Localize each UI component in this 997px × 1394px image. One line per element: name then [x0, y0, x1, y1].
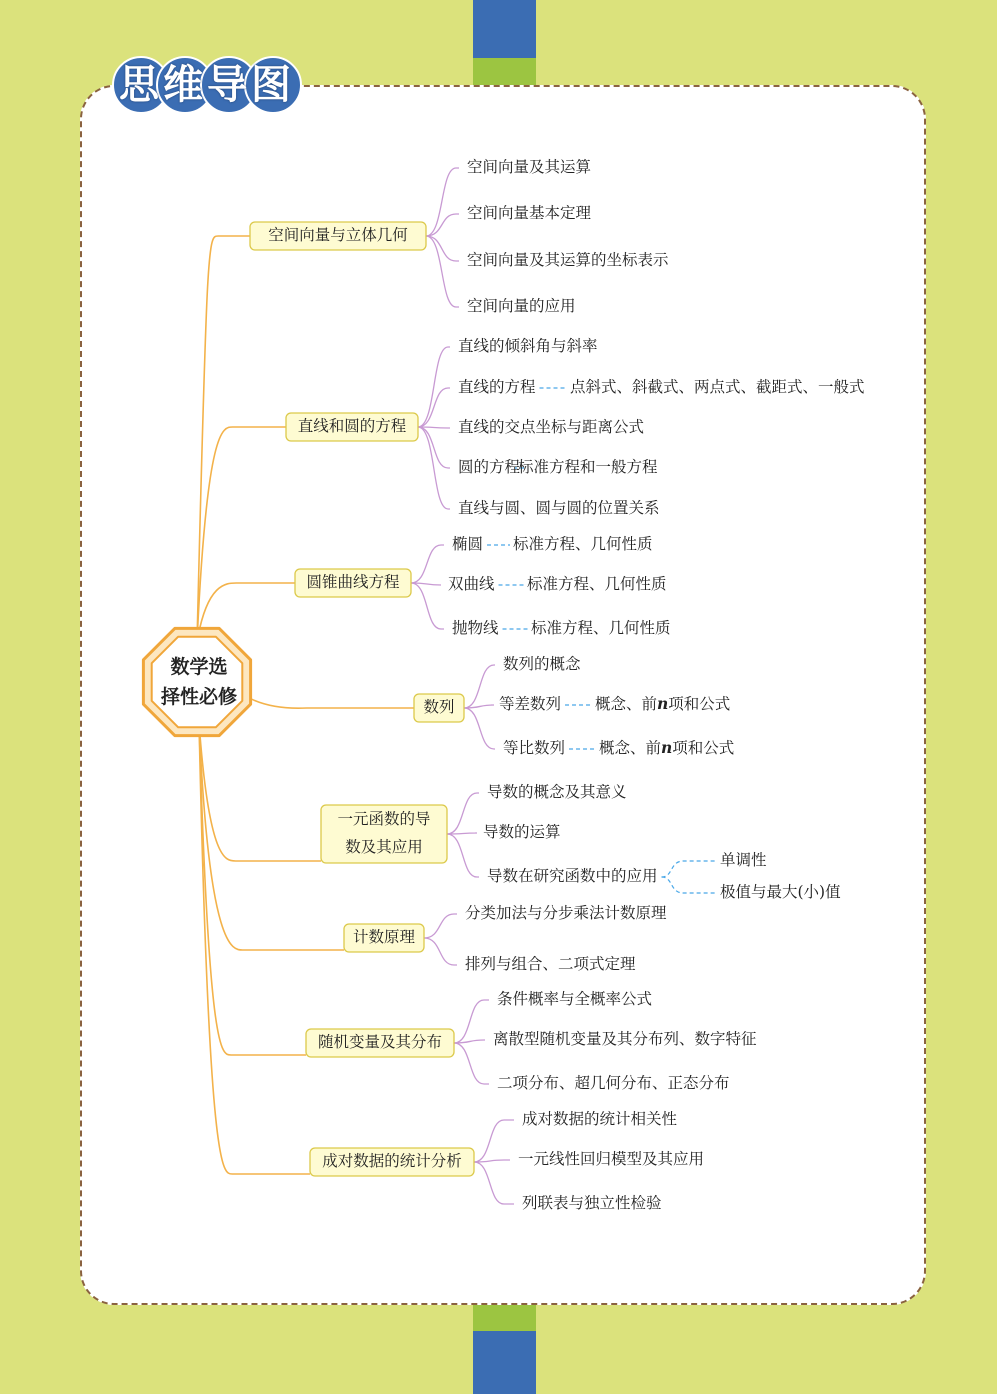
- badge-title: 思维导图: [119, 62, 295, 108]
- leaf-item: [448, 575, 667, 593]
- leaf-connector: [474, 1162, 514, 1204]
- branch-8: [310, 1110, 704, 1212]
- leaf-item: [458, 499, 660, 517]
- leaf-connector: [426, 236, 459, 307]
- leaf-item: [483, 823, 561, 841]
- leaf-item: [522, 1110, 678, 1128]
- leaf-label: 成对数据的统计相关性: [522, 1110, 678, 1128]
- leaf-label: 二项分布、超几何分布、正态分布: [497, 1074, 730, 1092]
- leaf-item: [467, 297, 576, 315]
- leaf-connector: [426, 236, 459, 261]
- branch-connector: [199, 722, 306, 1055]
- leaf-label: 双曲线: [448, 575, 495, 593]
- leaf-item: [452, 619, 671, 637]
- leaf-label: 列联表与独立性检验: [522, 1194, 662, 1212]
- topic-label: 一元函数的导: [337, 810, 431, 828]
- leaf-connector: [418, 388, 450, 427]
- leaf-connector: [411, 545, 444, 583]
- leaf-label: 空间向量的应用: [467, 297, 576, 315]
- leaf-label: 分类加法与分步乘法计数原理: [465, 904, 667, 922]
- leaf-detail: 点斜式、斜截式、两点式、截距式、一般式: [570, 378, 865, 396]
- branch-connector: [197, 236, 250, 642]
- leaf-label: 空间向量及其运算: [467, 158, 592, 176]
- leaf-connector: [464, 708, 495, 749]
- leaf-connector: [424, 914, 457, 938]
- leaf-detail: 标准方程、几何性质: [513, 535, 653, 553]
- leaf-connector: [454, 1043, 489, 1084]
- leaf-label: 直线的方程: [458, 378, 536, 396]
- leaf-item: [467, 250, 669, 269]
- leaf-connector: [426, 214, 459, 236]
- leaf-label: 抛物线: [452, 619, 499, 637]
- leaf-label: 排列与组合、二项式定理: [465, 955, 636, 973]
- root-label: 数学选: [170, 656, 228, 678]
- leaf-detail: 标准方程、几何性质: [531, 619, 671, 637]
- leaf-detail: 标准方程、几何性质: [527, 575, 667, 593]
- branch-2: [286, 337, 865, 517]
- leaf-item: [458, 337, 598, 355]
- leaf-item: [497, 990, 652, 1008]
- leaf-item: [458, 418, 644, 436]
- topic-label: 计数原理: [352, 928, 416, 946]
- leaf-item: [518, 1149, 704, 1168]
- branch-4: [414, 655, 734, 757]
- leaf-label: 导数在研究函数中的应用: [487, 867, 658, 885]
- topic-label: 数及其应用: [345, 838, 423, 856]
- leaf-item: [467, 158, 591, 176]
- leaf-label: 数列的概念: [503, 655, 581, 673]
- leaf-label: 离散型随机变量及其分布列、数字特征: [493, 1030, 757, 1048]
- leaf-item: [458, 378, 865, 396]
- leaf-label: 导数的运算: [483, 823, 561, 841]
- leaf-label: 直线与圆、圆与圆的位置关系: [458, 499, 660, 517]
- leaf-label: 等比数列: [503, 739, 566, 757]
- leaf-connector: [454, 1000, 489, 1043]
- branch-7: [306, 990, 757, 1092]
- leaf-detail: 标准方程和一般方程: [518, 458, 658, 476]
- topic-label: 成对数据的统计分析: [322, 1152, 462, 1170]
- leaf-item: [522, 1193, 662, 1212]
- leaf-label: 等差数列: [499, 695, 562, 713]
- sub-leaf-label: 极值与最大(小)值: [720, 883, 841, 901]
- root-node: [143, 628, 250, 735]
- leaf-connector: [418, 347, 450, 427]
- leaf-label: 导数的概念及其意义: [487, 783, 627, 801]
- leaf-connector: [464, 665, 495, 708]
- leaf-item: [465, 904, 667, 922]
- branch-1: [250, 158, 669, 315]
- leaf-connector: [474, 1120, 514, 1162]
- leaf-item: [499, 694, 730, 713]
- leaf-item: [493, 1030, 757, 1048]
- dash-connector: [662, 877, 716, 893]
- leaf-connector: [447, 834, 479, 877]
- branch-connector: [197, 427, 286, 642]
- leaf-item: [487, 783, 627, 801]
- branch-connector: [199, 722, 310, 1174]
- leaf-item: [497, 1073, 730, 1092]
- leaf-label: 条件概率与全概率公式: [497, 990, 653, 1008]
- topic-label: 空间向量与立体几何: [268, 226, 408, 244]
- leaf-label: 直线的倾斜角与斜率: [458, 337, 598, 355]
- leaf-item: [503, 738, 734, 757]
- leaf-connector: [411, 583, 444, 629]
- leaf-item: [503, 655, 581, 673]
- leaf-detail: 概念、前n项和公式: [595, 694, 731, 713]
- leaf-detail: 概念、前n项和公式: [599, 738, 735, 757]
- leaf-item: [465, 955, 636, 973]
- branch-5: [321, 783, 841, 901]
- leaf-item: [487, 851, 841, 901]
- topic-label: 数列: [423, 698, 455, 716]
- leaf-item: [458, 458, 658, 476]
- leaf-label: 椭圆: [452, 535, 484, 553]
- topic-label: 圆锥曲线方程: [306, 573, 400, 591]
- leaf-label: 一元线性回归模型及其应用: [518, 1150, 705, 1168]
- sub-leaf-label: 单调性: [720, 851, 767, 869]
- root-label: 择性必修: [160, 686, 238, 708]
- leaf-connector: [447, 793, 479, 834]
- leaf-label: 直线的交点坐标与距离公式: [458, 418, 645, 436]
- leaf-label: 空间向量基本定理: [467, 204, 592, 222]
- leaf-connector: [424, 938, 457, 965]
- leaf-connector: [418, 427, 450, 468]
- leaf-label: 圆的方程: [458, 458, 521, 476]
- branch-connector: [242, 694, 414, 708]
- leaf-label: 空间向量及其运算的坐标表示: [467, 251, 669, 269]
- leaf-item: [467, 204, 592, 222]
- topic-label: 直线和圆的方程: [297, 417, 407, 435]
- branch-connector: [199, 722, 321, 861]
- topic-label: 随机变量及其分布: [317, 1033, 443, 1051]
- root-shape: [152, 637, 243, 728]
- dash-connector: [662, 861, 716, 877]
- branch-6: [344, 904, 667, 973]
- leaf-connector: [426, 168, 459, 236]
- branch-3: [295, 535, 671, 637]
- leaf-item: [452, 535, 653, 553]
